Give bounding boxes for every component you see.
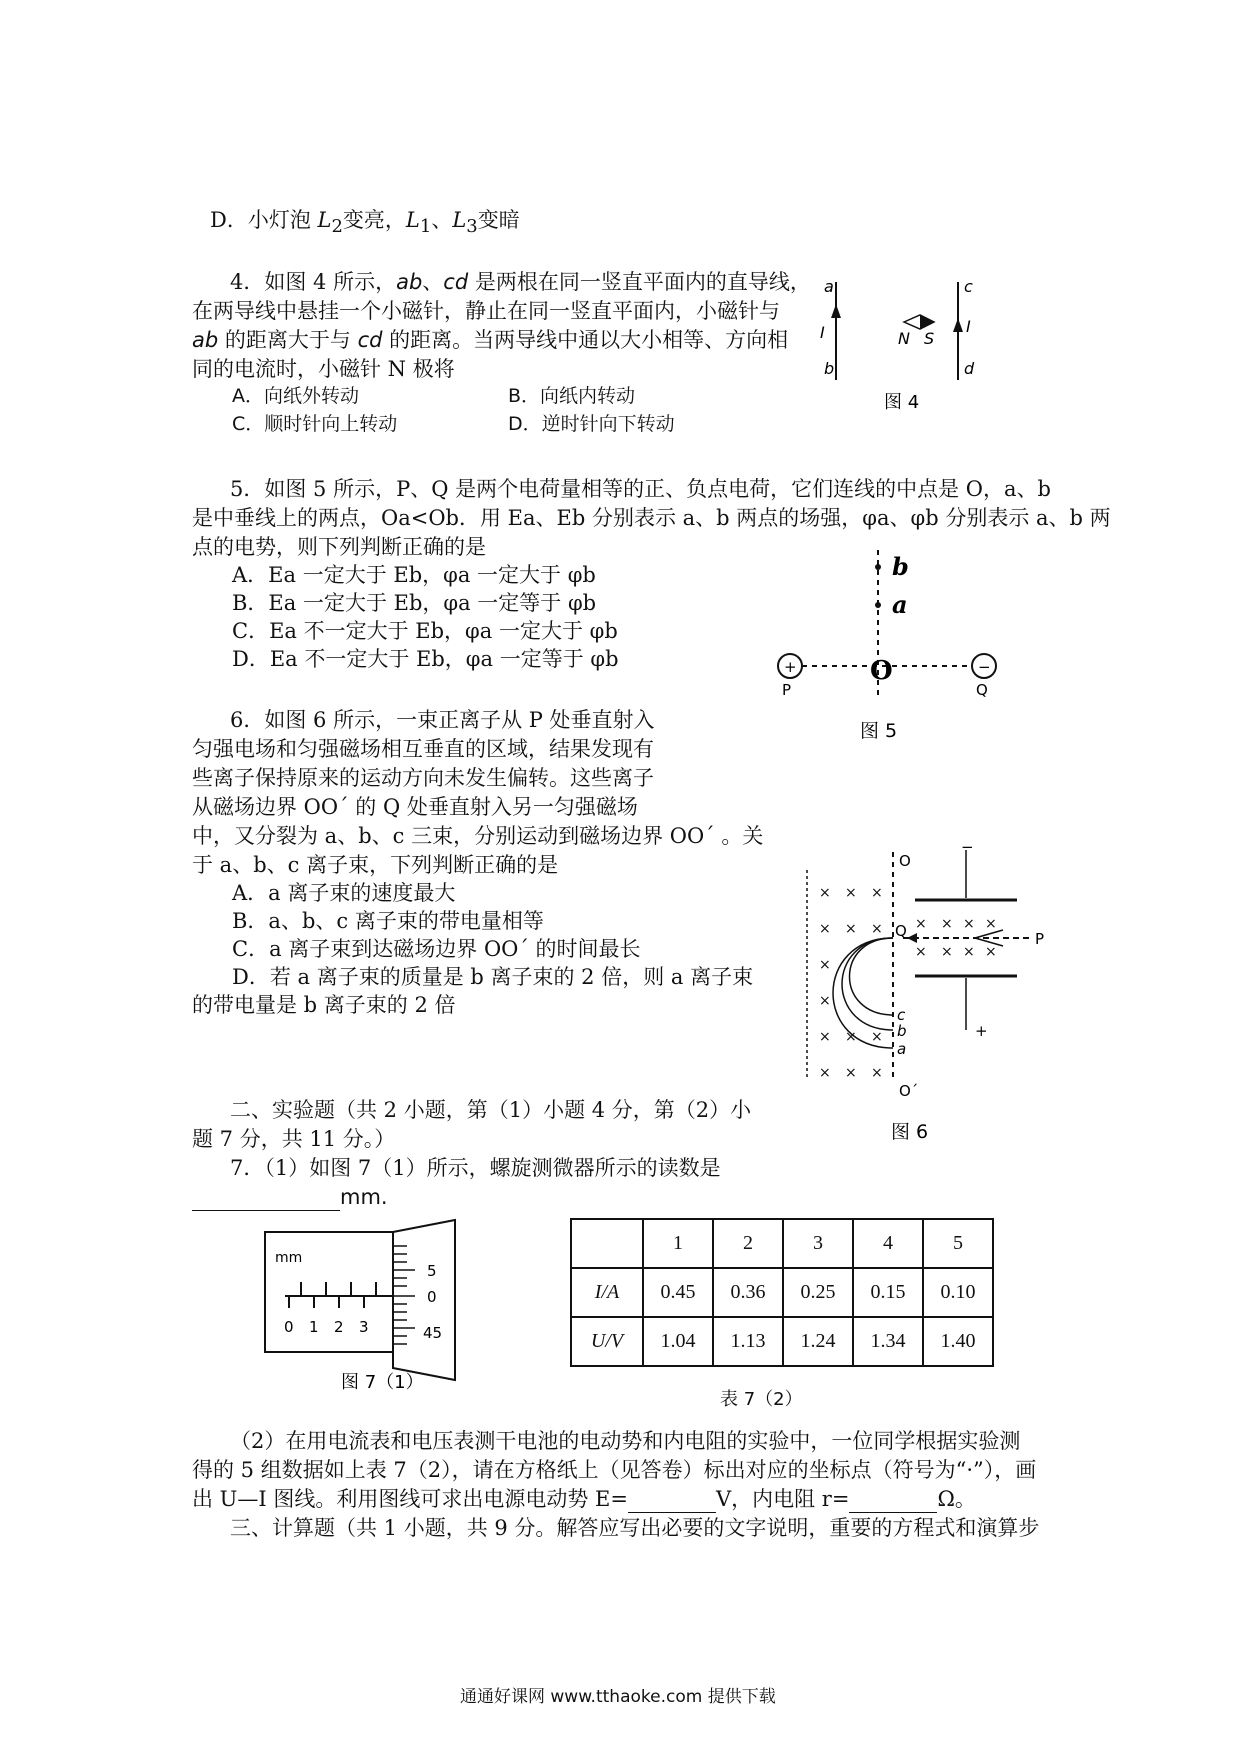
label-s: S (924, 329, 935, 348)
mm-label: mm (275, 1250, 303, 1266)
svg-text:×: × (941, 944, 953, 960)
data-table (570, 1218, 994, 1367)
table-cell (571, 1219, 643, 1268)
svg-text:×: × (963, 944, 975, 960)
label-c: c (897, 1006, 906, 1024)
q6-line3: 些离子保持原来的运动方向未发生偏转。这些离子 (192, 766, 654, 790)
label-i2: I (966, 317, 971, 336)
arrow-left-icon (907, 933, 917, 943)
q4-option-b: B．向纸内转动 (508, 385, 636, 407)
emf-blank[interactable] (628, 1512, 716, 1513)
q5-option-c: C．Ea 不一定大于 Eb，φa 一定大于 φb (232, 619, 618, 643)
label-p: P (782, 681, 792, 699)
svg-text:×: × (985, 944, 997, 960)
svg-text:×: × (871, 921, 883, 937)
label-o-prime: O´ (899, 1082, 919, 1100)
table-cell: 0.45 (643, 1268, 713, 1317)
label-p: P (1035, 930, 1045, 948)
svg-text:×: × (845, 1029, 857, 1045)
label-b: b (892, 552, 909, 581)
magnetic-field-left (819, 885, 883, 1081)
label-a: a (897, 1040, 907, 1058)
q6-option-a: A．a 离子束的速度最大 (232, 881, 456, 905)
table-cell: 1.04 (643, 1317, 713, 1366)
label-a: a (824, 277, 834, 296)
q5-line3: 点的电势，则下列判断正确的是 (192, 535, 486, 559)
svg-text:×: × (819, 993, 831, 1009)
thimble-0: 0 (427, 1288, 437, 1306)
q6-line4: 从磁场边界 OO´ 的 Q 处垂直射入另一匀强磁场 (192, 795, 638, 819)
q6-line1: 6．如图 6 所示，一束正离子从 P 处垂直射入 (230, 708, 655, 732)
table-row (571, 1317, 993, 1366)
footer: 通通好课网 www.tthaoke.com 提供下载 (460, 1687, 776, 1707)
label-i1: I (820, 323, 825, 342)
q4-option-a: A．向纸外转动 (232, 385, 359, 407)
q4-line3: ab 的距离大于与 cd 的距离。当两导线中通以大小相等、方向相 (192, 328, 789, 352)
table-cell: 0.25 (783, 1268, 853, 1317)
svg-text:×: × (845, 885, 857, 901)
q5-option-d: D．Ea 不一定大于 Eb，φa 一定等于 φb (232, 647, 619, 671)
path-a (833, 938, 893, 1048)
q5-option-a: A．Ea 一定大于 Eb，φa 一定大于 φb (232, 563, 596, 587)
label-a: a (892, 590, 908, 619)
sleeve-tick-0: 0 (284, 1318, 294, 1336)
q6-option-c: C．a 离子束到达磁场边界 OO´ 的时间最长 (232, 937, 641, 961)
svg-text:×: × (819, 921, 831, 937)
table-row (571, 1268, 993, 1317)
table-cell: 1.34 (853, 1317, 923, 1366)
table-cell: 1.24 (783, 1317, 853, 1366)
q7-part2-line3: 出 U—I 图线。利用图线可求出电源电动势 E= V，内电阻 r= Ω。 (192, 1487, 976, 1511)
q4-line2: 在两导线中悬挂一个小磁针，静止在同一竖直平面内，小磁针与 (192, 299, 780, 323)
minus-sign: − (978, 658, 991, 676)
figure-6 (795, 840, 1075, 1140)
figure-4-caption: 图 4 (884, 392, 920, 413)
table-cell: 0.15 (853, 1268, 923, 1317)
svg-text:×: × (845, 921, 857, 937)
svg-text:×: × (871, 1065, 883, 1081)
table-cell: U/V (571, 1317, 643, 1366)
svg-text:×: × (819, 1029, 831, 1045)
table-cell: 0.36 (713, 1268, 783, 1317)
svg-text:×: × (941, 916, 953, 932)
q6-option-b: B．a、b、c 离子束的带电量相等 (232, 909, 544, 933)
thimble (393, 1220, 455, 1380)
table-cell: 3 (783, 1219, 853, 1268)
q6-option-d-cont: 的带电量是 b 离子束的 2 倍 (192, 993, 456, 1017)
q6-line2: 匀强电场和匀强磁场相互垂直的区域，结果发现有 (192, 737, 654, 761)
label-n: N (898, 329, 910, 348)
svg-text:×: × (845, 1065, 857, 1081)
q7-answer-line: mm. (192, 1183, 388, 1211)
arrow-up-icon (831, 304, 841, 318)
point-b (875, 564, 881, 570)
label-o: O (870, 656, 893, 686)
q7-line1: 7．（1）如图 7（1）所示，螺旋测微器所示的读数是 (230, 1156, 721, 1180)
table-cell: 1 (643, 1219, 713, 1268)
svg-text:×: × (871, 885, 883, 901)
label-o: O (899, 852, 911, 870)
svg-text:×: × (963, 916, 975, 932)
q7-part2-line2: 得的 5 组数据如上表 7（2），请在方格纸上（见答卷）标出对应的坐标点（符号为“·”），画 (192, 1458, 1037, 1482)
table-caption: 表 7（2） (720, 1389, 803, 1410)
plus-terminal: + (975, 1022, 988, 1040)
thimble-5: 5 (427, 1262, 437, 1280)
label-q: Q (976, 681, 988, 699)
section-3-line1: 三、计算题（共 1 小题，共 9 分。解答应写出必要的文字说明，重要的方程式和演算步 (230, 1516, 1040, 1540)
q7-part2-line1: （2）在用电流表和电压表测干电池的电动势和内电阻的实验中，一位同学根据实验测 (230, 1429, 1021, 1453)
table-cell: 1.40 (923, 1317, 993, 1366)
q3-option-d: D．小灯泡 $L_2$变亮，$L_1$、$L_3$变暗 (210, 208, 520, 238)
label-d: d (964, 359, 975, 378)
table-cell: 5 (923, 1219, 993, 1268)
q6-line5: 中，又分裂为 a、b、c 三束，分别运动到磁场边界 OO´ 。关 (192, 824, 764, 848)
thimble-45: 45 (423, 1324, 443, 1342)
q5-line1: 5．如图 5 所示，P、Q 是两个电荷量相等的正、负点电荷，它们连线的中点是 O，a、b (230, 477, 1051, 501)
arrow-up-icon (953, 318, 963, 332)
plus-sign: + (784, 658, 797, 676)
micrometer-caption: 图 7（1） (341, 1372, 424, 1393)
svg-text:×: × (819, 957, 831, 973)
q5-line2: 是中垂线上的两点，Oa<Ob．用 Ea、Eb 分别表示 a、b 两点的场强，φa、φb 分别表示 a、b 两 (192, 506, 1111, 530)
q5-option-b: B．Ea 一定大于 Eb，φa 一定等于 φb (232, 591, 597, 615)
figure-5-caption: 图 5 (860, 720, 898, 742)
table-cell: 4 (853, 1219, 923, 1268)
svg-text:×: × (915, 944, 927, 960)
svg-text:×: × (985, 916, 997, 932)
table-row (571, 1219, 993, 1268)
svg-text:×: × (871, 1029, 883, 1045)
label-c: c (964, 277, 973, 296)
table-cell: I/A (571, 1268, 643, 1317)
svg-text:×: × (915, 916, 927, 932)
svg-text:×: × (819, 1065, 831, 1081)
label-b: b (824, 359, 835, 378)
figure-4 (800, 270, 1000, 430)
path-c (850, 938, 894, 1015)
label-q: Q (895, 922, 907, 940)
section-2-line2: 题 7 分，共 11 分。） (192, 1127, 396, 1151)
q4-line1: 4．如图 4 所示，ab、cd 是两根在同一竖直平面内的直导线， (230, 270, 811, 294)
sleeve-tick-3: 3 (359, 1318, 369, 1336)
label-b: b (897, 1022, 907, 1040)
q6-line6: 于 a、b、c 离子束，下列判断正确的是 (192, 853, 559, 877)
figure-5 (760, 545, 1020, 745)
figure-6-caption: 图 6 (891, 1121, 929, 1140)
sleeve-tick-2: 2 (334, 1318, 344, 1336)
micrometer-figure (255, 1208, 495, 1398)
svg-text:×: × (819, 885, 831, 901)
table-cell: 0.10 (923, 1268, 993, 1317)
table-cell: 2 (713, 1219, 783, 1268)
q4-option-c: C．顺时针向上转动 (232, 413, 398, 435)
q4-option-d: D．逆时针向下转动 (508, 413, 675, 435)
section-2-line1: 二、实验题（共 2 小题，第（1）小题 4 分，第（2）小 (230, 1098, 752, 1122)
sleeve-tick-1: 1 (309, 1318, 319, 1336)
q4-line4: 同的电流时，小磁针 N 极将 (192, 357, 455, 381)
point-a (875, 602, 881, 608)
resistance-blank[interactable] (849, 1512, 937, 1513)
minus-terminal: − (961, 840, 974, 856)
q6-option-d: D．若 a 离子束的质量是 b 离子束的 2 倍，则 a 离子束 (232, 965, 754, 989)
table-cell: 1.13 (713, 1317, 783, 1366)
